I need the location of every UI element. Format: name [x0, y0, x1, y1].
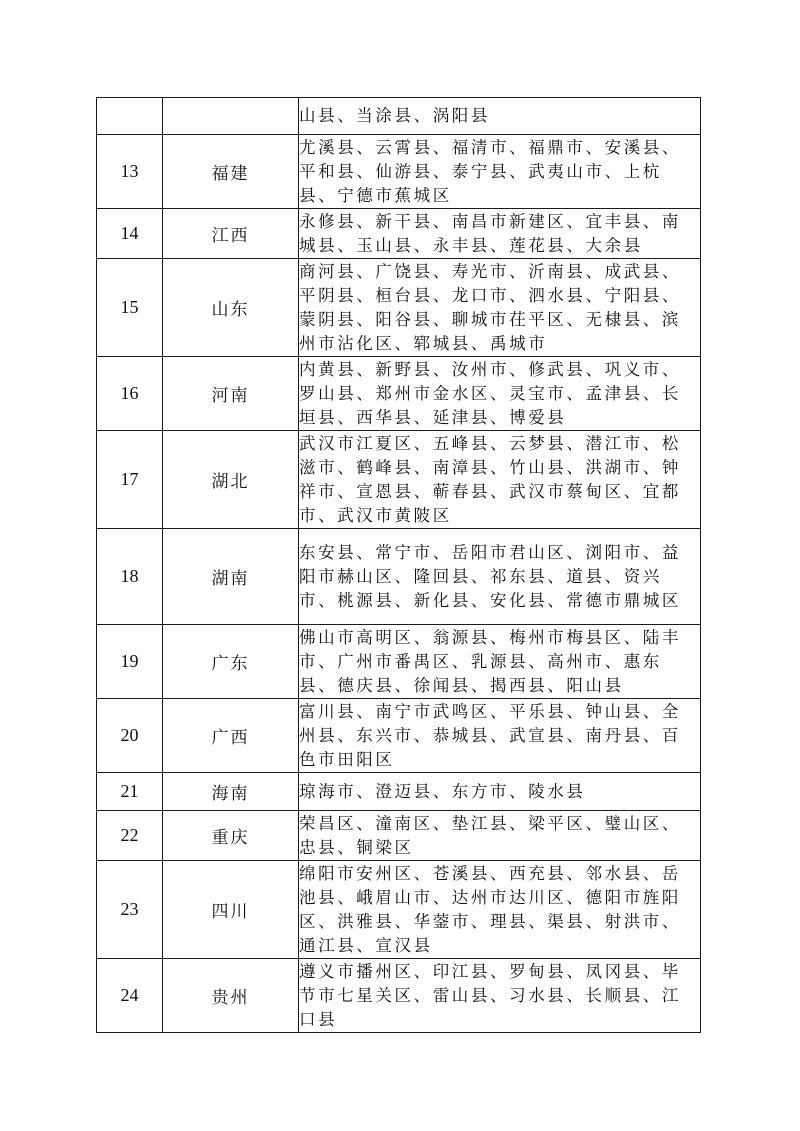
row-number: 20: [97, 699, 163, 773]
province-name: 广西: [163, 699, 299, 773]
table-row: [97, 357, 701, 431]
table-row: [97, 811, 701, 861]
province-name: 湖南: [163, 529, 299, 625]
province-name: 四川: [163, 861, 299, 959]
row-number: 24: [97, 959, 163, 1033]
table-row: [97, 135, 701, 209]
table-row: [97, 209, 701, 259]
county-list: 遵义市播州区、印江县、罗甸县、凤冈县、毕节市七星关区、雷山县、习水县、长顺县、江口县: [299, 959, 701, 1033]
row-number: 18: [97, 529, 163, 625]
table-row: [97, 861, 701, 959]
row-number: 21: [97, 773, 163, 811]
table-row: [97, 959, 701, 1033]
province-name: 重庆: [163, 811, 299, 861]
row-number: 16: [97, 357, 163, 431]
table-row: [97, 625, 701, 699]
row-number: 22: [97, 811, 163, 861]
province-name: 福建: [163, 135, 299, 209]
row-number: [97, 98, 163, 135]
county-list-table: [96, 97, 701, 1033]
province-name: 河南: [163, 357, 299, 431]
province-name: 广东: [163, 625, 299, 699]
table-row: [97, 699, 701, 773]
county-list: 绵阳市安州区、苍溪县、西充县、邻水县、岳池县、峨眉山市、达州市达川区、德阳市旌阳区、洪雅县、华蓥市、理县、渠县、射洪市、通江县、宣汉县: [299, 861, 701, 959]
county-list: 永修县、新干县、南昌市新建区、宜丰县、南城县、玉山县、永丰县、莲花县、大余县: [299, 209, 701, 259]
county-list: 尤溪县、云霄县、福清市、福鼎市、安溪县、平和县、仙游县、泰宁县、武夷山市、上杭县、宁德市蕉城区: [299, 135, 701, 209]
county-list: 佛山市高明区、翁源县、梅州市梅县区、陆丰市、广州市番禺区、乳源县、高州市、惠东县、德庆县、徐闻县、揭西县、阳山县: [299, 625, 701, 699]
province-name: 贵州: [163, 959, 299, 1033]
row-number: 13: [97, 135, 163, 209]
province-name: 海南: [163, 773, 299, 811]
province-name: 湖北: [163, 431, 299, 529]
row-number: 19: [97, 625, 163, 699]
row-number: 15: [97, 259, 163, 357]
row-number: 14: [97, 209, 163, 259]
county-list: 琼海市、澄迈县、东方市、陵水县: [299, 773, 701, 811]
table-row: [97, 98, 701, 135]
county-list: 东安县、常宁市、岳阳市君山区、浏阳市、益阳市赫山区、隆回县、祁东县、道县、资兴市、桃源县、新化县、安化县、常德市鼎城区: [299, 529, 701, 625]
county-list: 山县、当涂县、涡阳县: [299, 98, 701, 135]
table-row: [97, 259, 701, 357]
row-number: 23: [97, 861, 163, 959]
table-row: [97, 529, 701, 625]
table-row: [97, 431, 701, 529]
county-list: 富川县、南宁市武鸣区、平乐县、钟山县、全州县、东兴市、恭城县、武宣县、南丹县、百色市田阳区: [299, 699, 701, 773]
province-name: [163, 98, 299, 135]
county-list: 武汉市江夏区、五峰县、云梦县、潜江市、松滋市、鹤峰县、南漳县、竹山县、洪湖市、钟祥市、宣恩县、蕲春县、武汉市蔡甸区、宜都市、武汉市黄陂区: [299, 431, 701, 529]
table-row: [97, 773, 701, 811]
province-name: 山东: [163, 259, 299, 357]
county-list: 商河县、广饶县、寿光市、沂南县、成武县、平阴县、桓台县、龙口市、泗水县、宁阳县、蒙阴县、阳谷县、聊城市茌平区、无棣县、滨州市沾化区、郓城县、禹城市: [299, 259, 701, 357]
county-list: 荣昌区、潼南区、垫江县、梁平区、璧山区、忠县、铜梁区: [299, 811, 701, 861]
row-number: 17: [97, 431, 163, 529]
county-list: 内黄县、新野县、汝州市、修武县、巩义市、罗山县、郑州市金水区、灵宝市、孟津县、长垣县、西华县、延津县、博爱县: [299, 357, 701, 431]
province-name: 江西: [163, 209, 299, 259]
